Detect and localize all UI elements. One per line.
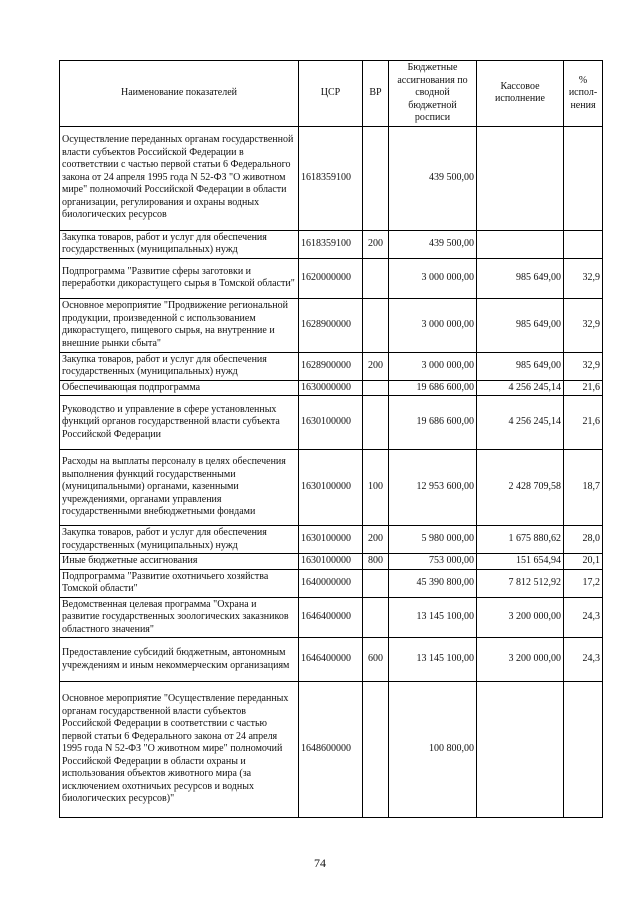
row-cash: 985 649,00 — [477, 298, 564, 352]
row-csr: 1630100000 — [299, 396, 363, 450]
row-pct: 32,9 — [564, 298, 603, 352]
row-csr: 1640000000 — [299, 569, 363, 597]
row-cash — [477, 230, 564, 258]
page-number: 74 — [314, 856, 326, 870]
row-csr: 1618359100 — [299, 126, 363, 230]
row-pct: 32,9 — [564, 352, 603, 380]
row-csr: 1646400000 — [299, 638, 363, 682]
row-name: Основное мероприятие "Продвижение региональной продукции, произведенной с использованием дикорастущего, пищевого сырья, на внутренние и внешние рынки сбыта" — [60, 298, 299, 352]
row-vr — [363, 682, 389, 818]
row-csr: 1628900000 — [299, 298, 363, 352]
table-row — [60, 230, 603, 258]
header-vr: ВР — [363, 61, 389, 127]
row-pct: 28,0 — [564, 526, 603, 554]
row-budget: 19 686 600,00 — [389, 396, 477, 450]
row-cash: 7 812 512,92 — [477, 569, 564, 597]
table-row — [60, 450, 603, 526]
row-cash: 985 649,00 — [477, 258, 564, 298]
row-vr — [363, 569, 389, 597]
row-vr — [363, 298, 389, 352]
row-vr — [363, 126, 389, 230]
row-name: Ведомственная целевая программа "Охрана и развитие государственных зоологических заказников областного значения" — [60, 597, 299, 638]
row-pct: 24,3 — [564, 638, 603, 682]
row-cash: 1 675 880,62 — [477, 526, 564, 554]
row-name: Подпрограмма "Развитие охотничьего хозяйства Томской области" — [60, 569, 299, 597]
row-name: Руководство и управление в сфере установленных функций органов государственной власти субъекта Российской Федерации — [60, 396, 299, 450]
row-budget: 19 686 600,00 — [389, 380, 477, 396]
row-csr: 1618359100 — [299, 230, 363, 258]
row-pct: 21,6 — [564, 396, 603, 450]
row-name: Расходы на выплаты персоналу в целях обеспечения выполнения функций государственными (муниципальными) органами, казенными учреждениями, органами управления государственными внебюджетными фондами — [60, 450, 299, 526]
row-pct — [564, 126, 603, 230]
row-vr: 800 — [363, 554, 389, 570]
budget-execution-table — [59, 60, 603, 818]
row-cash: 4 256 245,14 — [477, 396, 564, 450]
table-row — [60, 554, 603, 570]
row-csr: 1646400000 — [299, 597, 363, 638]
row-budget: 439 500,00 — [389, 230, 477, 258]
row-budget: 13 145 100,00 — [389, 597, 477, 638]
row-budget: 439 500,00 — [389, 126, 477, 230]
header-csr: ЦСР — [299, 61, 363, 127]
row-cash: 4 256 245,14 — [477, 380, 564, 396]
header-pct: % испол-нения — [564, 61, 603, 127]
row-vr: 100 — [363, 450, 389, 526]
table-row — [60, 126, 603, 230]
row-name: Обеспечивающая подпрограмма — [60, 380, 299, 396]
row-vr — [363, 597, 389, 638]
row-pct: 20,1 — [564, 554, 603, 570]
row-name: Подпрограмма "Развитие сферы заготовки и переработки дикорастущего сырья в Томской области" — [60, 258, 299, 298]
table-row — [60, 352, 603, 380]
header-cash: Кассовое исполнение — [477, 61, 564, 127]
row-pct — [564, 682, 603, 818]
table-row — [60, 380, 603, 396]
row-pct: 17,2 — [564, 569, 603, 597]
row-vr: 200 — [363, 352, 389, 380]
row-csr: 1630100000 — [299, 554, 363, 570]
row-cash: 151 654,94 — [477, 554, 564, 570]
row-name: Осуществление переданных органам государственной власти субъектов Российской Федерации в соответствии с частью первой статьи 6 Федерального закона от 24 апреля 1995 года N 52-ФЗ "О животном мире" полномочий Российской Федерации в области организации, регулирования и охраны водных биологических ресурсов — [60, 126, 299, 230]
row-budget: 5 980 000,00 — [389, 526, 477, 554]
row-vr — [363, 396, 389, 450]
header-name: Наименование показателей — [60, 61, 299, 127]
row-pct: 18,7 — [564, 450, 603, 526]
row-pct — [564, 230, 603, 258]
table-row — [60, 569, 603, 597]
table-row — [60, 258, 603, 298]
row-vr: 200 — [363, 230, 389, 258]
row-cash: 3 200 000,00 — [477, 597, 564, 638]
table-row — [60, 682, 603, 818]
row-budget: 3 000 000,00 — [389, 258, 477, 298]
row-csr: 1648600000 — [299, 682, 363, 818]
row-budget: 45 390 800,00 — [389, 569, 477, 597]
row-budget: 3 000 000,00 — [389, 298, 477, 352]
table-row — [60, 597, 603, 638]
row-vr: 200 — [363, 526, 389, 554]
table-row — [60, 526, 603, 554]
row-name: Закупка товаров, работ и услуг для обеспечения государственных (муниципальных) нужд — [60, 230, 299, 258]
table-row — [60, 638, 603, 682]
row-pct: 24,3 — [564, 597, 603, 638]
row-budget: 753 000,00 — [389, 554, 477, 570]
row-cash: 2 428 709,58 — [477, 450, 564, 526]
row-vr — [363, 258, 389, 298]
row-budget: 12 953 600,00 — [389, 450, 477, 526]
row-cash — [477, 682, 564, 818]
row-csr: 1630100000 — [299, 526, 363, 554]
row-csr: 1620000000 — [299, 258, 363, 298]
row-budget: 100 800,00 — [389, 682, 477, 818]
row-csr: 1628900000 — [299, 352, 363, 380]
row-name: Закупка товаров, работ и услуг для обеспечения государственных (муниципальных) нужд — [60, 526, 299, 554]
row-name: Закупка товаров, работ и услуг для обеспечения государственных (муниципальных) нужд — [60, 352, 299, 380]
row-pct: 21,6 — [564, 380, 603, 396]
row-vr: 600 — [363, 638, 389, 682]
row-budget: 3 000 000,00 — [389, 352, 477, 380]
row-budget: 13 145 100,00 — [389, 638, 477, 682]
row-cash: 3 200 000,00 — [477, 638, 564, 682]
row-pct: 32,9 — [564, 258, 603, 298]
row-csr: 1630100000 — [299, 450, 363, 526]
table-row — [60, 298, 603, 352]
row-vr — [363, 380, 389, 396]
row-name: Предоставление субсидий бюджетным, автономным учреждениям и иным некоммерческим организациям — [60, 638, 299, 682]
table-header-row — [60, 61, 603, 127]
table-row — [60, 396, 603, 450]
row-csr: 1630000000 — [299, 380, 363, 396]
row-name: Основное мероприятие "Осуществление переданных органам государственной власти субъектов Российской Федерации в соответствии с частью первой статьи 6 Федерального закона от 24 апреля 1995 года N 52-ФЗ "О животном мире" полномочий Российской Федерации в области охраны и использования объектов животного мира (за исключением охотничьих ресурсов и водных биологических ресурсов)" — [60, 682, 299, 818]
row-name: Иные бюджетные ассигнования — [60, 554, 299, 570]
row-cash: 985 649,00 — [477, 352, 564, 380]
header-budget: Бюджетные ассигнования по сводной бюджетной росписи — [389, 61, 477, 127]
row-cash — [477, 126, 564, 230]
